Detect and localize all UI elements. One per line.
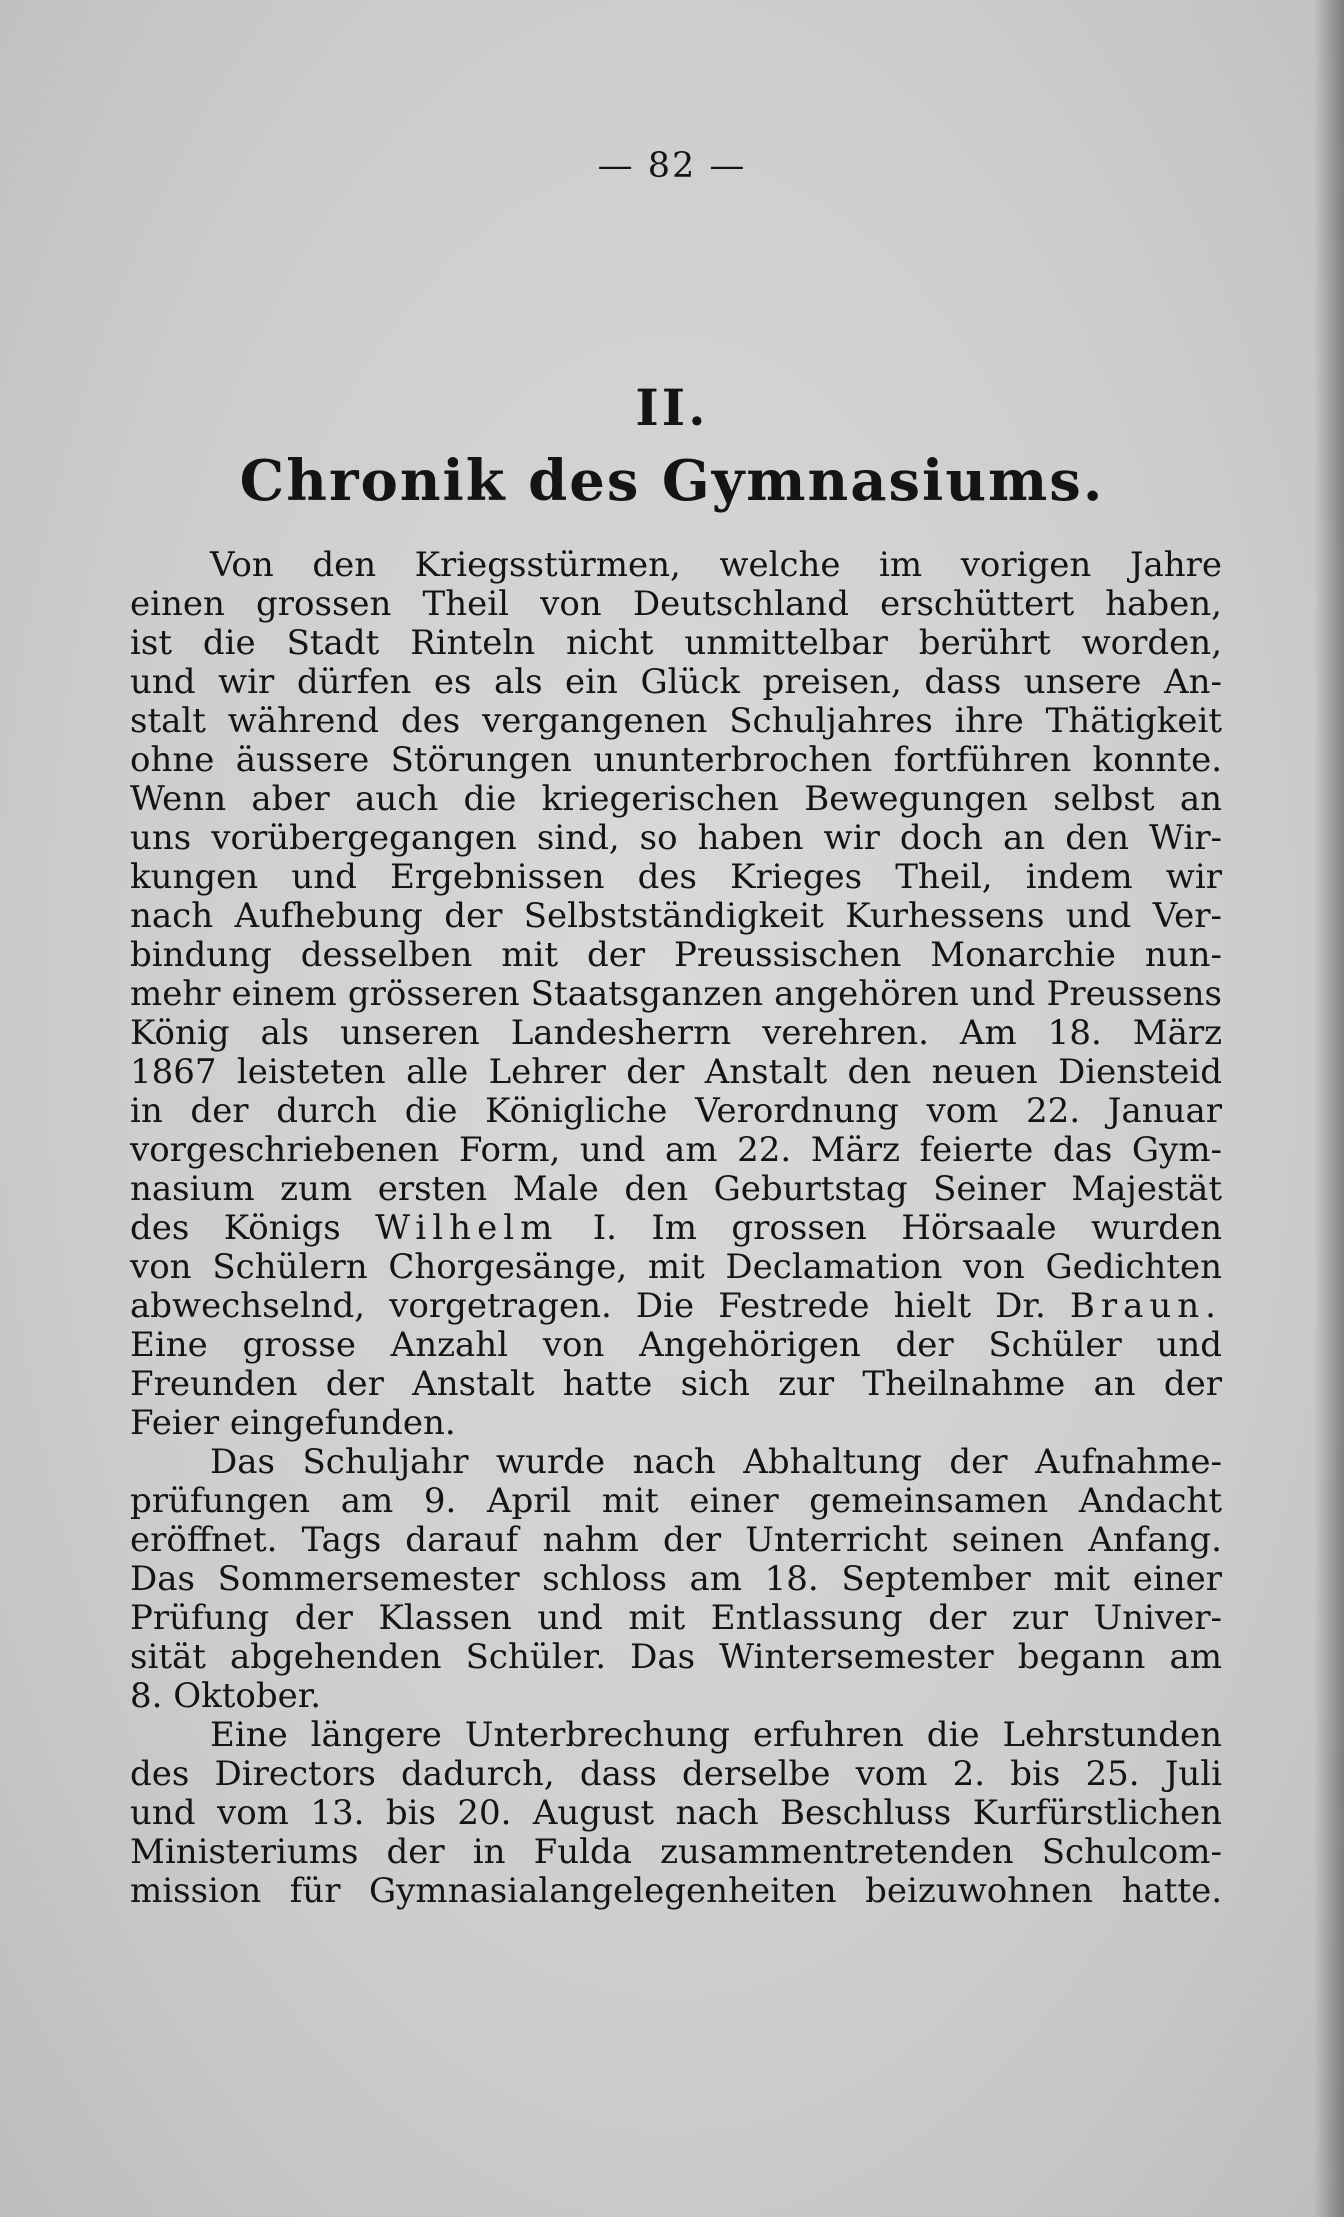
- text-line: Das Schuljahr wurde nach Abhaltung der Aufnahme-: [210, 1442, 1222, 1482]
- text-line: Prüfung der Klassen und mit Entlassung der zur Univer-: [130, 1598, 1222, 1638]
- text-line: und vom 13. bis 20. August nach Beschluss Kurfürstlichen: [130, 1793, 1222, 1833]
- section-title: Chronik des Gymnasiums.: [239, 448, 1105, 514]
- text-line: eröffnet. Tags darauf nahm der Unterricht seinen Anfang.: [130, 1520, 1222, 1560]
- text-line: nach Aufhebung der Selbstständigkeit Kurhessens und Ver-: [130, 896, 1222, 936]
- text-line: König als unseren Landesherrn verehren. Am 18. März: [130, 1013, 1222, 1053]
- spaced-name-braun: Braun.: [1069, 1286, 1222, 1326]
- section-numeral: II.: [635, 378, 709, 437]
- text-line-with-spaced-name: [130, 1287, 1222, 1326]
- text-line: 1867 leisteten alle Lehrer der Anstalt den neuen Diensteid: [130, 1052, 1222, 1092]
- body-text: [130, 546, 1222, 1911]
- text-line: vorgeschriebenen Form, und am 22. März feierte das Gym-: [130, 1130, 1222, 1170]
- text-line: bindung desselben mit der Preussischen Monarchie nun-: [130, 935, 1222, 975]
- text-line: sität abgehenden Schüler. Das Wintersemester begann am: [130, 1637, 1222, 1677]
- text-line: uns vorübergegangen sind, so haben wir doch an den Wir-: [130, 818, 1222, 858]
- text-line: prüfungen am 9. April mit einer gemeinsamen Andacht: [130, 1481, 1222, 1521]
- text-segment: des Königs: [130, 1208, 341, 1248]
- text-line: des Directors dadurch, dass derselbe vom 2. bis 25. Juli: [130, 1754, 1222, 1794]
- text-line: von Schülern Chorgesänge, mit Declamation von Gedichten: [130, 1247, 1222, 1287]
- text-line: Das Sommersemester schloss am 18. September mit einer: [130, 1559, 1222, 1599]
- text-line: ohne äussere Störungen ununterbrochen fortführen konnte.: [130, 740, 1222, 780]
- text-line: Wenn aber auch die kriegerischen Bewegungen selbst an: [130, 779, 1222, 819]
- text-line: Ministeriums der in Fulda zusammentretenden Schulcom-: [130, 1832, 1222, 1872]
- text-segment: I. Im grossen Hörsaale wurden: [592, 1208, 1223, 1248]
- text-line-with-spaced-name: [130, 1209, 1222, 1248]
- text-line: Von den Kriegsstürmen, welche im vorigen Jahre: [210, 545, 1222, 585]
- page-number: — 82 —: [597, 146, 747, 186]
- text-line: 8. Oktober.: [130, 1676, 322, 1716]
- text-line: nasium zum ersten Male den Geburtstag Seiner Majestät: [130, 1169, 1222, 1209]
- text-line: in der durch die Königliche Verordnung vom 22. Januar: [130, 1091, 1222, 1131]
- page-edge-shadow: [1314, 0, 1344, 2217]
- text-line: stalt während des vergangenen Schuljahres ihre Thätigkeit: [130, 701, 1222, 741]
- text-line: Eine längere Unterbrechung erfuhren die Lehrstunden: [210, 1715, 1222, 1755]
- text-line: und wir dürfen es als ein Glück preisen, dass unsere An-: [130, 662, 1222, 702]
- text-segment: abwechselnd, vorgetragen. Die Festrede hielt Dr.: [130, 1286, 1046, 1326]
- text-line: Freunden der Anstalt hatte sich zur Theilnahme an der: [130, 1364, 1222, 1404]
- text-line: Feier eingefunden.: [130, 1403, 456, 1443]
- text-line: ist die Stadt Rinteln nicht unmittelbar berührt worden,: [130, 623, 1222, 663]
- text-line: Eine grosse Anzahl von Angehörigen der Schüler und: [130, 1325, 1222, 1365]
- text-line: kungen und Ergebnissen des Krieges Theil, indem wir: [130, 857, 1222, 897]
- text-line: einen grossen Theil von Deutschland erschüttert haben,: [130, 584, 1222, 624]
- text-line: mehr einem grösseren Staatsganzen angehören und Preussens: [130, 974, 1222, 1014]
- text-line: mission für Gymnasialangelegenheiten beizuwohnen hatte.: [130, 1871, 1222, 1911]
- spaced-name-wilhelm: Wilhelm: [375, 1208, 559, 1248]
